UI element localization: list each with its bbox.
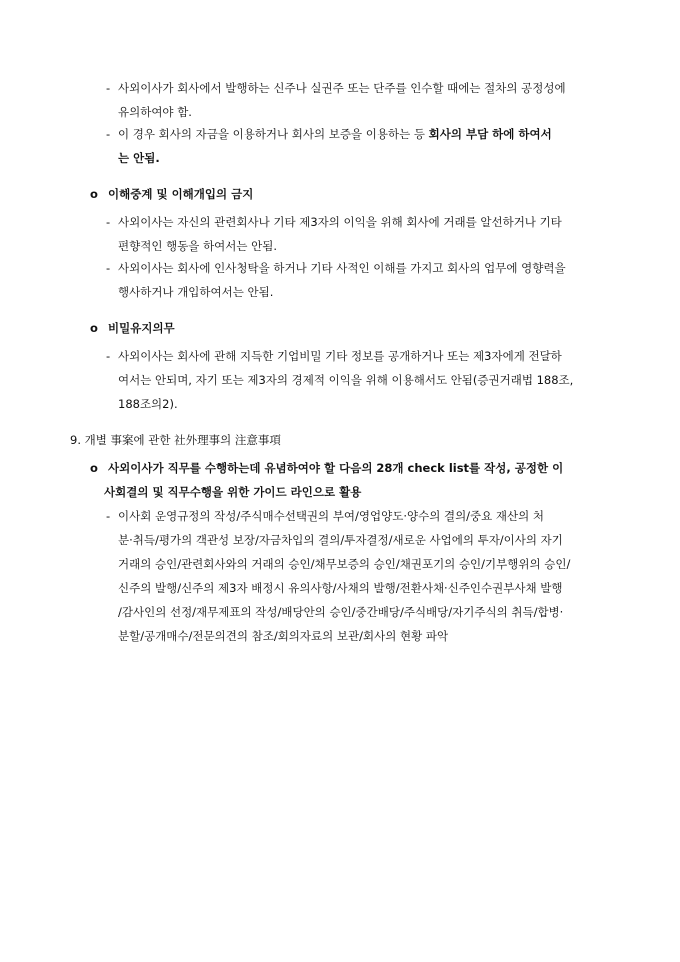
heading-text: 사외이사가 직무를 수행하는데 유념하여야 할 다음의 28개 check list를 작성, 공정한 이 (108, 461, 564, 475)
item-text-line: 사외이사는 회사에 인사청탁을 하거나 기타 사적인 이해를 가지고 회사의 업무에 영향력을 (118, 261, 566, 275)
item-text-line: 분·취득/평가의 객관성 보장/자금차입의 결의/투자결정/새로운 사업에의 투자/이사의 자기 (118, 533, 563, 547)
item-text-line: 편향적인 행동을 하여서는 안됨. (118, 239, 278, 253)
item-text-line: 는 안됨. (118, 151, 160, 165)
item-text-line: 거래의 승인/관련회사와의 거래의 승인/채무보증의 승인/채권포기의 승인/기부행위의 승인/ (118, 557, 571, 571)
item-text-line: 여서는 안되며, 자기 또는 제3자의 경제적 이익을 위해 이용해서도 안됨(증권거래법 188조, (118, 373, 574, 387)
heading-text: 이해중계 및 이해개입의 금지 (108, 187, 254, 201)
dash-marker: - (106, 261, 111, 275)
section-heading (90, 316, 630, 340)
section-heading (90, 456, 630, 480)
item-text-line: 사외이사는 회사에 관해 지득한 기업비밀 기타 정보를 공개하거나 또는 제3자에게 전달하 (118, 349, 562, 363)
item-text-normal: 이 경우 회사의 자금을 이용하거나 회사의 보증을 이용하는 등 (118, 127, 429, 141)
item-text-bold: 회사의 부담 하에 하여서 (428, 127, 552, 141)
circle-marker: o (90, 187, 98, 201)
section-9-title: 9. 개별 事案에 관한 社外理事의 注意事項 (70, 433, 281, 447)
dash-marker: - (106, 509, 111, 523)
circle-marker: o (90, 321, 98, 335)
heading-text: 비밀유지의무 (108, 321, 175, 335)
item-text-line: 사외이사는 자신의 관련회사나 기타 제3자의 이익을 위해 회사에 거래를 알선하거나 기타 (118, 215, 562, 229)
list-item (106, 256, 626, 304)
item-text-line (118, 122, 626, 146)
item-text-line: 사외이사가 회사에서 발행하는 신주나 실권주 또는 단주를 인수할 때에는 절차의 공정성에 (118, 81, 566, 95)
list-item (106, 76, 626, 124)
item-text-line: 분할/공개매수/전문의견의 참조/회의자료의 보관/회사의 현황 파악 (118, 629, 449, 643)
dash-marker: - (106, 81, 111, 95)
item-text-line: /감사인의 선정/재무제표의 작성/배당안의 승인/중간배당/주식배당/자기주식의 취득/합병· (118, 605, 564, 619)
item-text-line: 행사하거나 개입하여서는 안됨. (118, 285, 274, 299)
heading-text-continued: 사회결의 및 직무수행을 위한 가이드 라인으로 활용 (104, 485, 362, 499)
list-item (106, 210, 626, 258)
list-item (106, 504, 626, 648)
item-text-line: 유의하여야 함. (118, 105, 192, 119)
dash-marker: - (106, 215, 111, 229)
list-item (106, 122, 626, 170)
item-text-line: 188조의2). (118, 397, 178, 411)
dash-marker: - (106, 127, 111, 141)
item-text-line: 이사회 운영규정의 작성/주식매수선택권의 부여/영업양도·양수의 결의/중요 재산의 처 (118, 509, 545, 523)
circle-marker: o (90, 461, 98, 475)
dash-marker: - (106, 349, 111, 363)
section-heading (90, 182, 630, 206)
list-item (106, 344, 626, 416)
item-text-line: 신주의 발행/신주의 제3자 배정시 유의사항/사채의 발행/전환사채·신주인수권부사채 발행 (118, 581, 563, 595)
